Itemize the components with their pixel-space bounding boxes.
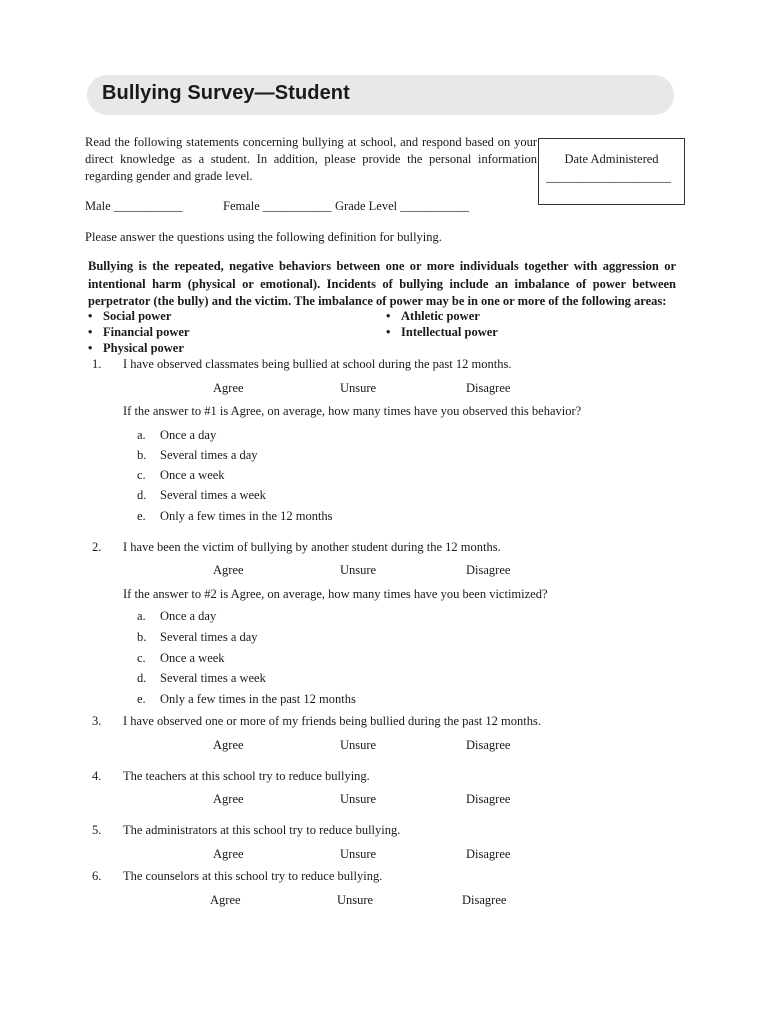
question-text: The teachers at this school try to reduce bullying.: [123, 769, 370, 783]
answer-agree[interactable]: Agree: [210, 893, 241, 907]
option-letter: a.: [137, 609, 146, 623]
option-text[interactable]: Only a few times in the 12 months: [160, 509, 333, 523]
answer-agree[interactable]: Agree: [213, 738, 244, 752]
option-letter: b.: [137, 448, 147, 462]
question-number: 4.: [92, 769, 102, 783]
option-letter: c.: [137, 651, 146, 665]
followup-question: If the answer to #1 is Agree, on average, how many times have you observed this behavior?: [123, 404, 582, 418]
bullying-definition: Bullying is the repeated, negative behaviors between one or more individuals together with aggression or intentional harm (physical or emotional). Incidents of bullying include an imbalance of power between perpetrator (the bully) and the victim. The imbalance of power may be in one or more of the following areas:: [88, 259, 676, 308]
answer-agree[interactable]: Agree: [213, 381, 244, 395]
power-area-item: Physical power: [103, 341, 184, 355]
followup-question: If the answer to #2 is Agree, on average, how many times have you been victimized?: [123, 587, 548, 601]
question-text: I have observed classmates being bullied at school during the past 12 months.: [123, 357, 512, 371]
instruction-text: Please answer the questions using the following definition for bullying.: [85, 230, 442, 244]
question-number: 3.: [92, 714, 102, 728]
answer-unsure[interactable]: Unsure: [340, 563, 377, 577]
bullet-glyph: •: [88, 325, 93, 339]
bullet-glyph: •: [88, 309, 93, 323]
option-letter: d.: [137, 488, 147, 502]
answer-agree[interactable]: Agree: [213, 563, 244, 577]
power-area-item: Athletic power: [401, 309, 480, 323]
question-number: 6.: [92, 869, 102, 883]
option-text[interactable]: Several times a day: [160, 448, 258, 462]
bullet-glyph: •: [386, 325, 391, 339]
answer-disagree[interactable]: Disagree: [462, 893, 507, 907]
bullet-glyph: •: [386, 309, 391, 323]
power-area-item: Financial power: [103, 325, 190, 339]
female-field[interactable]: Female ___________: [223, 199, 332, 213]
date-administered-label: Date Administered: [564, 152, 659, 166]
answer-agree[interactable]: Agree: [213, 847, 244, 861]
question-text: I have been the victim of bullying by another student during the 12 months.: [123, 540, 501, 554]
answer-disagree[interactable]: Disagree: [466, 738, 511, 752]
question-number: 2.: [92, 540, 102, 554]
option-text[interactable]: Once a week: [160, 468, 225, 482]
option-text[interactable]: Once a day: [160, 428, 217, 442]
answer-unsure[interactable]: Unsure: [340, 738, 377, 752]
option-letter: e.: [137, 509, 146, 523]
question-text: I have observed one or more of my friends being bullied during the past 12 months.: [123, 714, 541, 728]
answer-unsure[interactable]: Unsure: [340, 847, 377, 861]
male-field[interactable]: Male ___________: [85, 199, 183, 213]
option-text[interactable]: Several times a week: [160, 671, 266, 685]
page-title: Bullying Survey—Student: [102, 82, 350, 104]
date-administered-box: [538, 138, 685, 205]
date-administered-field[interactable]: ____________________: [546, 170, 671, 184]
option-letter: b.: [137, 630, 147, 644]
question-number: 5.: [92, 823, 102, 837]
option-letter: e.: [137, 692, 146, 706]
power-area-item: Social power: [103, 309, 172, 323]
title-bar: [87, 75, 674, 115]
question-text: The administrators at this school try to reduce bullying.: [123, 823, 401, 837]
grade-level-field[interactable]: Grade Level ___________: [335, 199, 469, 213]
answer-agree[interactable]: Agree: [213, 792, 244, 806]
answer-disagree[interactable]: Disagree: [466, 847, 511, 861]
power-area-item: Intellectual power: [401, 325, 498, 339]
answer-disagree[interactable]: Disagree: [466, 792, 511, 806]
question-number: 1.: [92, 357, 102, 371]
answer-unsure[interactable]: Unsure: [337, 893, 374, 907]
option-text[interactable]: Several times a day: [160, 630, 258, 644]
answer-disagree[interactable]: Disagree: [466, 381, 511, 395]
option-text[interactable]: Once a week: [160, 651, 225, 665]
option-letter: c.: [137, 468, 146, 482]
option-text[interactable]: Only a few times in the past 12 months: [160, 692, 356, 706]
answer-unsure[interactable]: Unsure: [340, 792, 377, 806]
option-letter: a.: [137, 428, 146, 442]
bullet-glyph: •: [88, 341, 93, 355]
option-text[interactable]: Several times a week: [160, 488, 266, 502]
answer-disagree[interactable]: Disagree: [466, 563, 511, 577]
question-text: The counselors at this school try to reduce bullying.: [123, 869, 383, 883]
option-text[interactable]: Once a day: [160, 609, 217, 623]
intro-paragraph: Read the following statements concerning bullying at school, and respond based on your direct knowledge as a student. In addition, please provide the personal information regarding gender and grade level.: [85, 135, 537, 183]
answer-unsure[interactable]: Unsure: [340, 381, 377, 395]
option-letter: d.: [137, 671, 147, 685]
